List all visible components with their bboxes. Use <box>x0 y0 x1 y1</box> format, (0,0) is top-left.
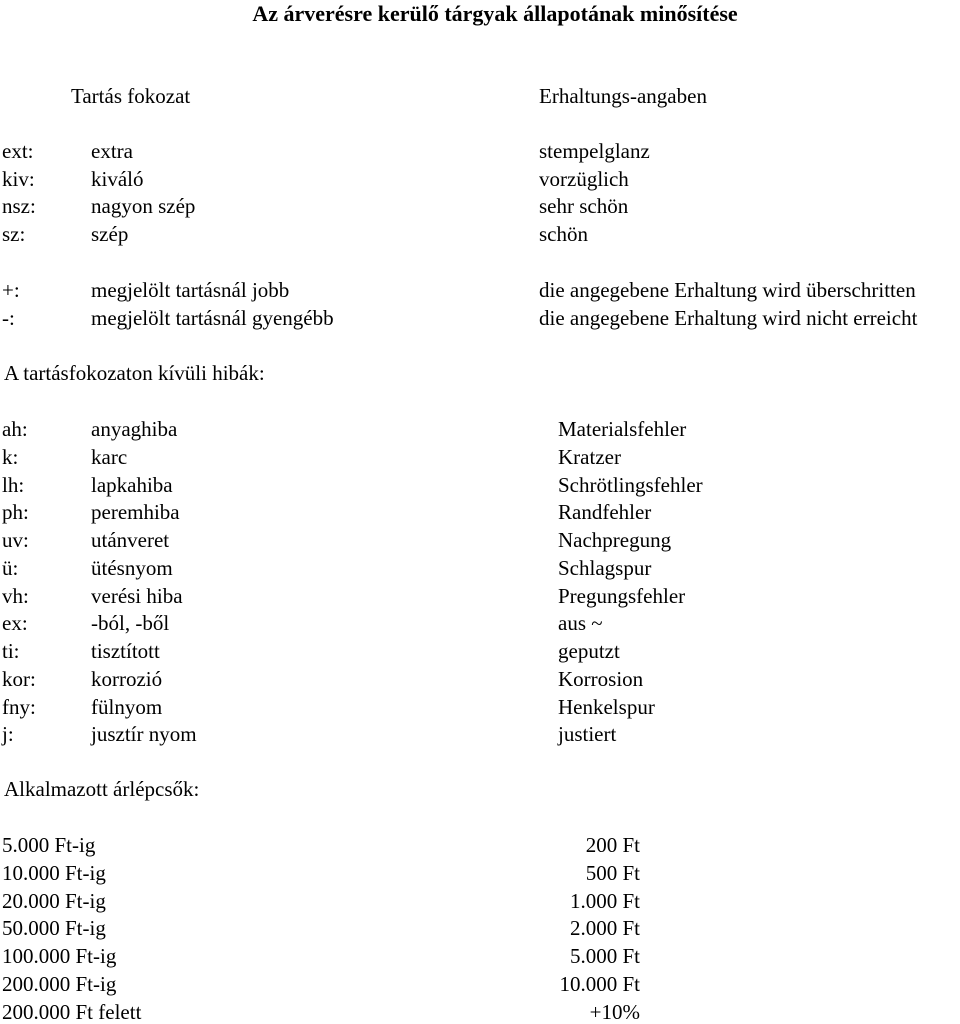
grade-de: stempelglanz <box>539 139 650 163</box>
defect-de: aus ~ <box>558 611 603 636</box>
defect-hu: jusztír nyom <box>91 722 197 747</box>
defect-de: geputzt <box>558 639 620 663</box>
defects-heading: A tartásfokozaton kívüli hibák: <box>4 361 265 385</box>
increment-range: 100.000 Ft-ig <box>2 944 117 969</box>
defect-code: kor: <box>2 666 36 691</box>
modifier-de: die angegebene Erhaltung wird überschritten <box>539 278 916 302</box>
increment-range: 200.000 Ft-ig <box>2 972 117 996</box>
defect-de: Pregungsfehler <box>558 583 686 608</box>
increment-step: 200 Ft <box>585 833 640 857</box>
defect-code: uv: <box>2 528 29 552</box>
grade-code: kiv: <box>2 166 35 191</box>
defect-code: lh: <box>2 472 25 497</box>
defect-code: ti: <box>2 639 20 663</box>
increment-step: 2.000 Ft <box>569 916 640 941</box>
defect-code: vh: <box>2 583 29 608</box>
increment-step: +10% <box>589 999 640 1024</box>
defect-de: Korrosion <box>558 666 644 691</box>
defect-code: ph: <box>2 500 29 525</box>
defect-hu: korrozió <box>91 666 163 691</box>
grade-hu: nagyon szép <box>91 194 196 219</box>
defect-de: Randfehler <box>558 500 652 525</box>
grade-de: sehr schön <box>539 194 629 219</box>
defect-hu: tisztított <box>91 639 160 663</box>
defect-hu: -ból, -ből <box>91 611 170 636</box>
defect-hu: fülnyom <box>91 694 163 719</box>
defect-hu: karc <box>91 444 128 469</box>
grades-header-left: Tartás fokozat <box>71 84 191 108</box>
defect-code: k: <box>2 444 19 469</box>
defect-de: Henkelspur <box>558 694 655 719</box>
defect-de: justiert <box>558 722 617 747</box>
defect-code: fny: <box>2 694 36 719</box>
increment-step: 10.000 Ft <box>559 972 640 996</box>
defect-de: Schrötlingsfehler <box>558 472 703 497</box>
increment-step: 1.000 Ft <box>569 888 640 913</box>
grade-hu: kiváló <box>91 166 144 191</box>
grades-header-right: Erhaltungs-angaben <box>539 84 707 108</box>
defect-code: ü: <box>2 555 19 580</box>
page-title: Az árverésre kerülő tárgyak állapotának minősítése <box>252 1 738 26</box>
defect-de: Materialsfehler <box>558 417 687 441</box>
defect-code: ex: <box>2 611 28 636</box>
defect-code: j: <box>2 722 14 747</box>
increments-heading: Alkalmazott árlépcsők: <box>4 777 200 801</box>
modifier-code: -: <box>2 306 15 330</box>
defect-de: Schlagspur <box>558 555 652 580</box>
defect-hu: utánveret <box>91 528 170 552</box>
increment-range: 20.000 Ft-ig <box>2 888 106 913</box>
increment-step: 5.000 Ft <box>569 944 640 969</box>
modifier-code: +: <box>2 278 20 302</box>
grade-code: sz: <box>2 222 26 247</box>
defect-hu: peremhiba <box>91 500 180 525</box>
increment-range: 50.000 Ft-ig <box>2 916 106 941</box>
increment-range: 200.000 Ft felett <box>2 999 142 1024</box>
grade-hu: extra <box>91 139 133 163</box>
grade-code: ext: <box>2 139 34 163</box>
increment-step: 500 Ft <box>585 860 640 885</box>
defect-hu: lapkahiba <box>91 472 173 497</box>
defect-hu: ütésnyom <box>91 555 173 580</box>
defect-de: Nachpregung <box>558 528 672 552</box>
grade-de: schön <box>539 222 588 247</box>
modifier-hu: megjelölt tartásnál jobb <box>91 278 290 302</box>
grade-code: nsz: <box>2 194 36 219</box>
modifier-hu: megjelölt tartásnál gyengébb <box>91 306 334 330</box>
defect-hu: verési hiba <box>91 583 183 608</box>
increment-range: 10.000 Ft-ig <box>2 860 106 885</box>
defect-de: Kratzer <box>558 444 621 469</box>
modifier-de: die angegebene Erhaltung wird nicht erreicht <box>539 306 918 330</box>
grade-hu: szép <box>91 222 129 247</box>
grade-de: vorzüglich <box>539 166 629 191</box>
increment-range: 5.000 Ft-ig <box>2 833 96 857</box>
defect-code: ah: <box>2 417 28 441</box>
defect-hu: anyaghiba <box>91 417 178 441</box>
